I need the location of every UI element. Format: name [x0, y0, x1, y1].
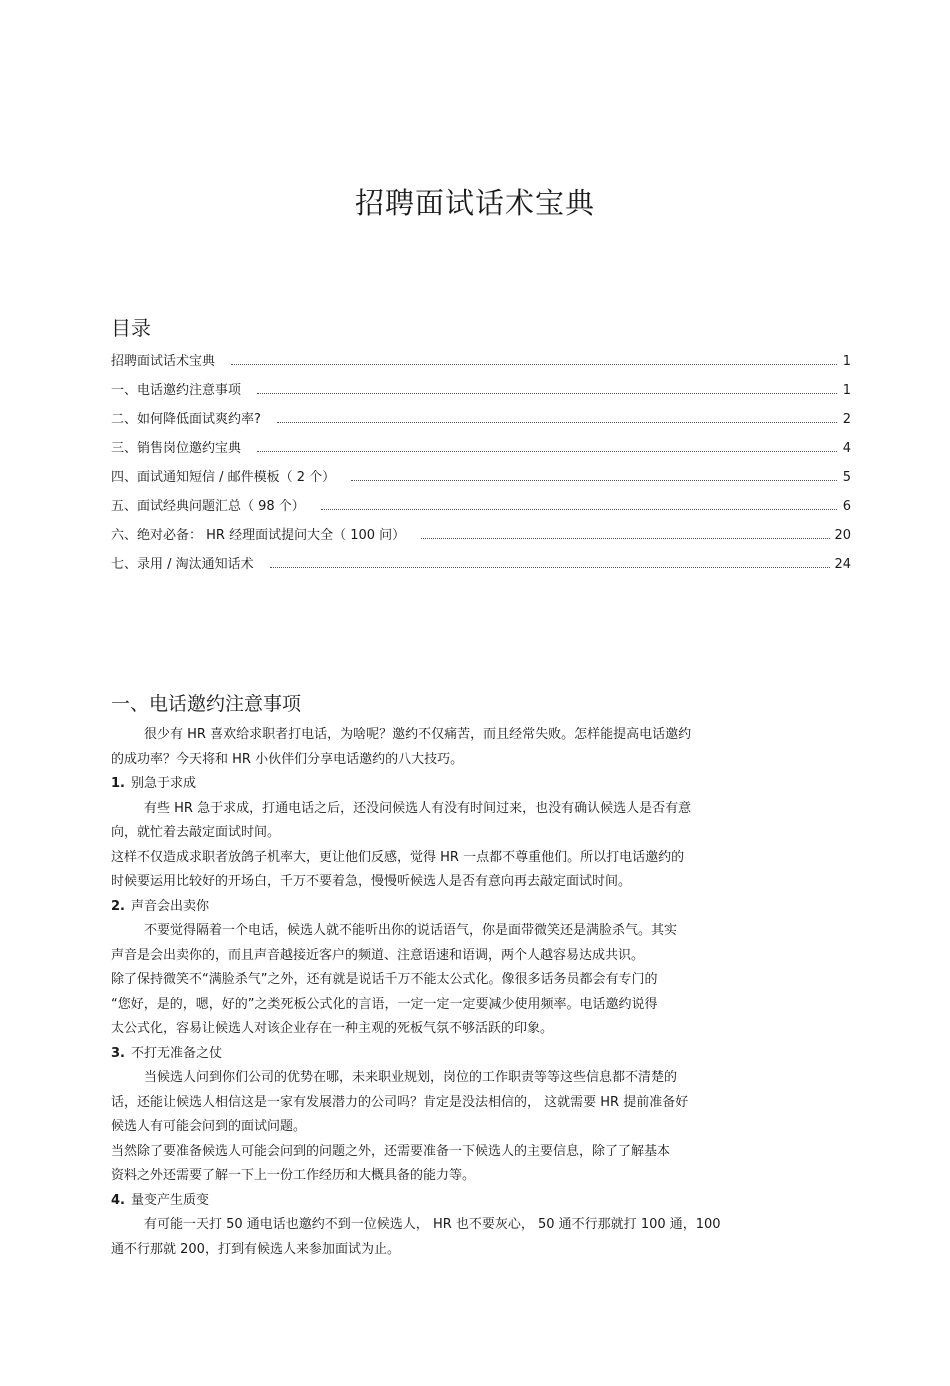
paragraph-line: 通不行那就 200，打到有候选人来参加面试为止。 [111, 1241, 400, 1257]
toc-entry[interactable] [111, 495, 851, 524]
page-title: 招聘面试话术宝典 [354, 186, 595, 220]
toc-entry[interactable] [111, 408, 851, 437]
paragraph-line: 有可能一天打 50 通电话也邀约不到一位候选人， HR 也不要灰心， 50 通不行那就打 100 通，100 [144, 1217, 721, 1232]
subheading-number: 3. [111, 1045, 125, 1061]
table-of-contents [111, 350, 851, 582]
toc-entry-label: 二、如何降低面试爽约率? [111, 412, 261, 427]
toc-entry-page: 5 [842, 470, 851, 485]
toc-entry-page: 2 [842, 412, 851, 427]
paragraph-line: 有些 HR 急于求成，打通电话之后，还没问候选人有没有时间过来，也没有确认候选人是否有意 [144, 800, 692, 816]
paragraph-line: 声音是会出卖你的，而且声音越接近客户的频道、注意语速和语调，两个人越容易达成共识。 [111, 947, 645, 963]
paragraph-line: 很少有 HR 喜欢给求职者打电话，为啥呢？邀约不仅痛苦，而且经常失败。怎样能提高电话邀约 [144, 727, 692, 742]
subheading-title: 声音会出卖你 [130, 898, 209, 914]
toc-entry-label: 四、面试通知短信 / 邮件模板（ 2 个） [111, 470, 336, 485]
toc-entry-label: 招聘面试话术宝典 [111, 354, 216, 369]
subheading [111, 895, 846, 920]
subheading [111, 1189, 846, 1214]
paragraph-line: 的成功率？今天将和 HR 小伙伴们分享电话邀约的八大技巧。 [111, 751, 464, 767]
toc-entry[interactable] [111, 350, 851, 379]
subheading-number: 4. [111, 1192, 125, 1208]
toc-leader-dots [421, 538, 830, 539]
toc-leader-dots [351, 480, 837, 481]
subheading [111, 1042, 846, 1067]
paragraph-line: 除了保持微笑不“满脸杀气”之外，还有就是说话千万不能太公式化。像很多话务员都会有专门的 [111, 972, 658, 987]
paragraph-line: 不要觉得隔着一个电话，候选人就不能听出你的说话语气，你是面带微笑还是满脸杀气。其实 [144, 923, 678, 938]
toc-entry-label: 五、面试经典问题汇总（ 98 个） [111, 499, 305, 514]
subheading-title: 不打无准备之仗 [130, 1045, 222, 1061]
toc-entry-page: 6 [842, 499, 851, 514]
toc-entry-page: 1 [842, 354, 851, 369]
subheading-title: 量变产生质变 [130, 1192, 209, 1208]
paragraph-line: 太公式化，容易让候选人对该企业存在一种主观的死板气氛不够活跃的印象。 [111, 1021, 554, 1036]
paragraph-line: “您好，是的，嗯，好的”之类死板公式化的言语，一定一定一定要减少使用频率。电话邀约说得 [111, 996, 658, 1012]
toc-entry[interactable] [111, 553, 851, 582]
paragraph-line: 当候选人问到你们公司的优势在哪，未来职业规划，岗位的工作职责等等这些信息都不清楚的 [144, 1070, 678, 1085]
toc-entry-page: 20 [834, 528, 851, 543]
subheading [111, 772, 846, 797]
paragraph-line: 话，还能让候选人相信这是一家有发展潜力的公司吗？肯定是没法相信的， 这就需要 HR 提前准备好 [111, 1094, 689, 1110]
toc-leader-dots [231, 364, 837, 365]
section-body [111, 723, 846, 1262]
subheading-number: 1. [111, 776, 125, 791]
toc-entry[interactable] [111, 524, 851, 553]
toc-entry-label: 七、录用 / 淘汰通知话术 [111, 557, 254, 572]
toc-entry-label: 一、电话邀约注意事项 [111, 383, 242, 398]
toc-heading: 目录 [111, 316, 151, 340]
paragraph-line: 资料之外还需要了解一下上一份工作经历和大概具备的能力等。 [111, 1168, 476, 1183]
toc-leader-dots [321, 509, 837, 510]
paragraph-line: 候选人有可能会问到的面试问题。 [111, 1119, 307, 1134]
toc-entry-page: 1 [842, 383, 851, 398]
toc-leader-dots [257, 393, 837, 394]
paragraph-line: 当然除了要准备候选人可能会问到的问题之外，还需要准备一下候选人的主要信息，除了了解基本 [111, 1143, 671, 1159]
toc-entry-label: 六、绝对必备： HR 经理面试提问大全（ 100 问） [111, 528, 406, 543]
section-heading: 一、电话邀约注意事项 [111, 693, 302, 715]
paragraph-line: 时候要运用比较好的开场白，千万不要着急，慢慢听候选人是否有意向再去敲定面试时间。 [111, 874, 632, 889]
toc-entry[interactable] [111, 466, 851, 495]
subheading-title: 别急于求成 [130, 776, 196, 791]
toc-leader-dots [277, 422, 837, 423]
toc-entry-page: 4 [842, 441, 851, 456]
toc-leader-dots [270, 567, 831, 568]
toc-entry[interactable] [111, 437, 851, 466]
toc-entry-page: 24 [834, 557, 851, 572]
paragraph-line: 这样不仅造成求职者放鸽子机率大，更让他们反感，觉得 HR 一点都不尊重他们。所以打电话邀约的 [111, 849, 685, 865]
toc-leader-dots [257, 451, 837, 452]
subheading-number: 2. [111, 898, 125, 914]
toc-entry[interactable] [111, 379, 851, 408]
toc-entry-label: 三、销售岗位邀约宝典 [111, 441, 242, 456]
paragraph-line: 向，就忙着去敲定面试时间。 [111, 825, 281, 840]
